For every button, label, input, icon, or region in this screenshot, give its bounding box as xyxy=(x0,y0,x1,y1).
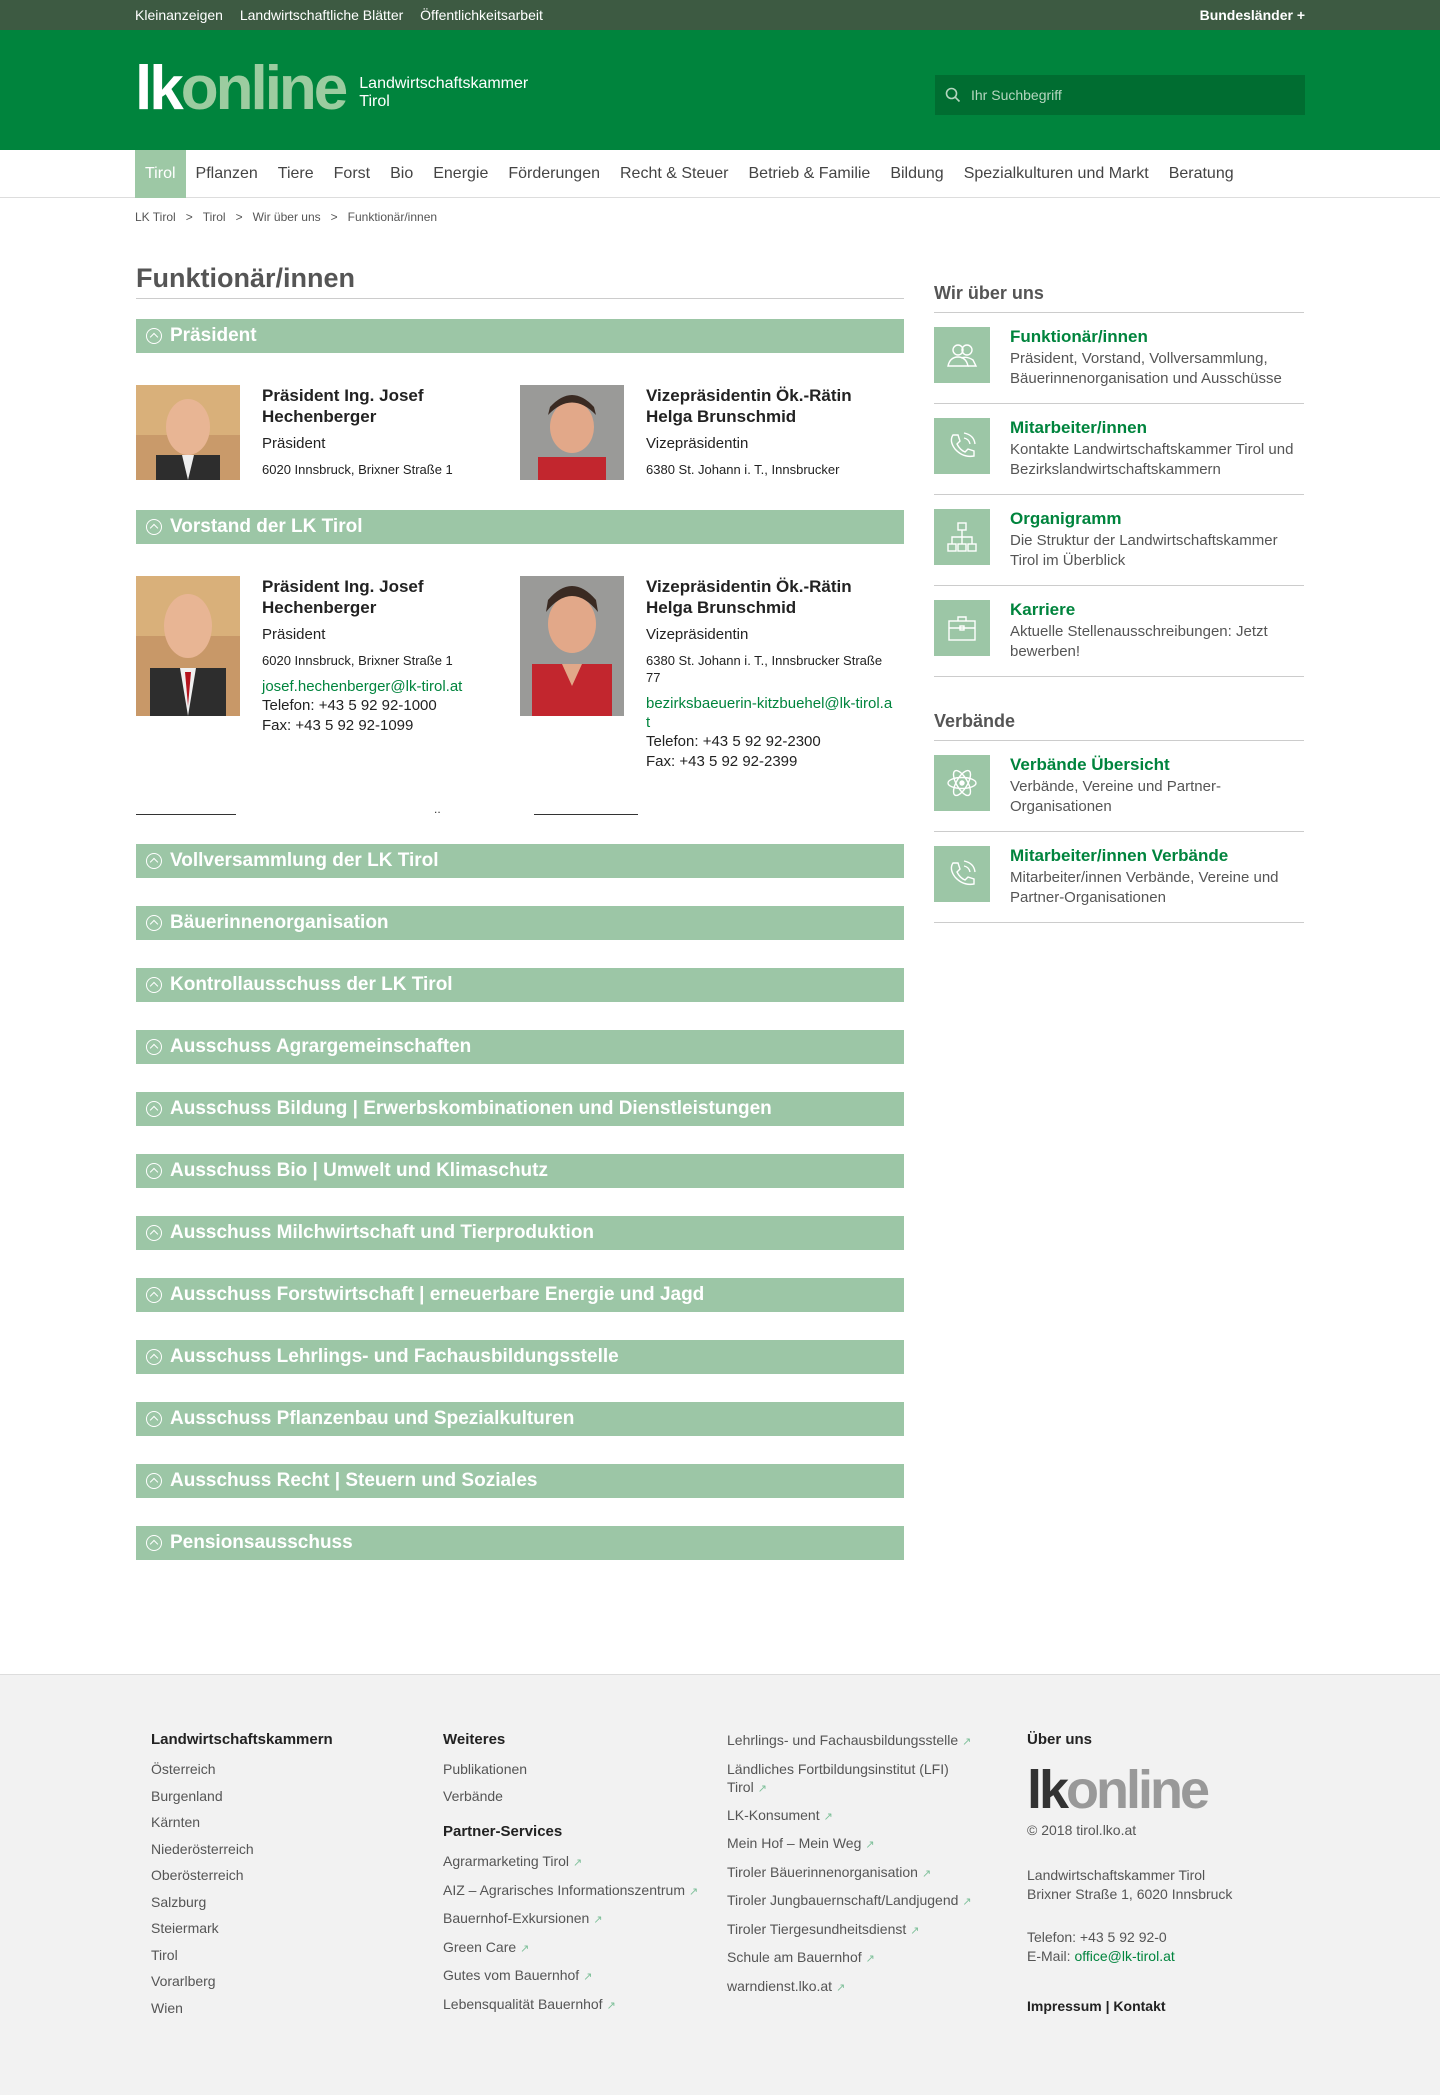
footer-link-label: Lebensqualität Bauernhof xyxy=(443,1995,603,2012)
nav-item-forst[interactable]: Forst xyxy=(333,165,371,182)
footer-link-publikationen[interactable] xyxy=(443,1756,698,1783)
external-link-icon: ↗ xyxy=(823,1810,833,1823)
footer-link-label: Gutes vom Bauernhof xyxy=(443,1967,580,1983)
topbar-link-kleinanzeigen[interactable]: Kleinanzeigen xyxy=(135,7,223,23)
section-pensionsausschuss[interactable] xyxy=(136,1526,904,1560)
footer-link-label: Tirol xyxy=(151,1946,178,1963)
sidebar-item-karriere[interactable] xyxy=(934,586,1304,677)
chevron-up-circle-icon xyxy=(146,328,162,344)
topbar-link-blaetter[interactable]: Landwirtschaftliche Blätter xyxy=(239,7,404,23)
chevron-up-circle-icon xyxy=(146,915,162,931)
external-link-icon: ↗ xyxy=(583,1971,593,1983)
footer-link-label: Tiroler Tiergesundheitsdienst xyxy=(727,1920,907,1937)
breadcrumb-tirol[interactable]: Tirol xyxy=(202,210,226,224)
top-bar xyxy=(0,0,1440,30)
section-label: Vollversammlung der LK Tirol xyxy=(170,850,439,871)
footer-link-vorarlberg[interactable] xyxy=(151,1968,333,1995)
chevron-up-circle-icon xyxy=(146,1225,162,1241)
chevron-up-circle-icon xyxy=(146,1287,162,1303)
footer-link-label: Oberösterreich xyxy=(151,1867,244,1883)
footer-link-steiermark[interactable] xyxy=(151,1915,333,1942)
footer-link-label: Vorarlberg xyxy=(151,1973,216,1989)
section-praesident[interactable] xyxy=(136,319,904,353)
footer-link-tirol[interactable] xyxy=(151,1942,333,1969)
footer-legal-links xyxy=(1027,1998,1287,2014)
footer-link-label: Tiroler Jungbauernschaft/Landjugend xyxy=(727,1892,959,1908)
person-role: Präsident xyxy=(262,435,326,452)
section-ausschuss-recht-steuern-und-soziales[interactable] xyxy=(136,1464,904,1498)
external-link-icon: ↗ xyxy=(836,1981,846,1994)
portrait-photo-brunschmid xyxy=(520,385,624,480)
section-label: Ausschuss Recht | Steuern und Soziales xyxy=(170,1470,538,1491)
footer-link-tiroler-bäuerinnenorganisation[interactable] xyxy=(727,1859,987,1888)
nav-item-energie[interactable]: Energie xyxy=(433,165,489,182)
sidebar-item-heading[interactable]: Verbände Übersicht xyxy=(1010,755,1170,774)
footer-link-warndienst-lko-at[interactable] xyxy=(727,1973,987,2002)
sidebar-title-wir-ueber-uns: Wir über uns xyxy=(934,283,1304,313)
footer-link-label: Niederösterreich xyxy=(151,1840,254,1857)
footer-col-links xyxy=(727,1727,987,2001)
section-ausschuss-forstwirtschaft-erneuerbare-energie-und-jagd[interactable] xyxy=(136,1278,904,1312)
logo-online: online xyxy=(180,54,346,123)
portrait-photo-hechenberger xyxy=(136,576,240,716)
nav-item-recht-steuer[interactable]: Recht & Steuer xyxy=(620,165,729,182)
nav-item-spezialkulturen[interactable]: Spezialkulturen und Markt xyxy=(963,165,1149,182)
section-ausschuss-bio-umwelt-und-klimaschutz[interactable] xyxy=(136,1154,904,1188)
person-card xyxy=(136,576,520,772)
footer-link-label: Mein Hof – Mein Weg xyxy=(727,1835,862,1851)
external-link-icon: ↗ xyxy=(921,1867,932,1880)
person-email-link[interactable]: bezirksbaeuerin-kitzbuehel@lk-tirol.at xyxy=(646,695,893,731)
portrait-photo-hechenberger xyxy=(136,385,240,480)
footer-email-link[interactable]: office@lk-tirol.at xyxy=(1074,1948,1175,1964)
footer-link-green-care[interactable] xyxy=(443,1934,698,1963)
person-name: Präsident Ing. Josef Hechenberger xyxy=(262,386,424,426)
person-fax: Fax: +43 5 92 92-2399 xyxy=(646,753,798,770)
person-card xyxy=(136,385,520,480)
section-kontrollausschuss-der-lk-tirol[interactable] xyxy=(136,968,904,1002)
footer-col-ueber-uns xyxy=(1027,1731,1287,2014)
footer-link-label: Green Care xyxy=(443,1938,517,1955)
sidebar-title-verbaende: Verbände xyxy=(934,711,1304,741)
footer-link-label: Publikationen xyxy=(443,1761,528,1777)
footer-link-agrarmarketing-tirol[interactable] xyxy=(443,1848,698,1877)
nav-item-foerderungen[interactable]: Förderungen xyxy=(508,165,600,182)
footer-link-label: Lehrlings- und Fachausbildungsstelle xyxy=(727,1732,959,1748)
footer-col-landwirtschaftskammern xyxy=(151,1731,333,2021)
breadcrumb-wir-ueber-uns[interactable]: Wir über uns xyxy=(252,210,321,224)
search-input[interactable] xyxy=(971,87,1291,103)
footer-logo-online: online xyxy=(1066,1760,1208,1820)
people-icon xyxy=(934,327,990,383)
person-name: Präsident Ing. Josef Hechenberger xyxy=(262,577,424,617)
person-address: 6020 Innsbruck, Brixner Straße 1 xyxy=(262,653,453,668)
external-link-icon: ↗ xyxy=(757,1782,767,1795)
legal-separator: | xyxy=(1105,1998,1110,2014)
footer-link-label: warndienst.lko.at xyxy=(727,1977,833,1994)
external-link-icon: ↗ xyxy=(689,1885,699,1898)
site-header xyxy=(0,30,1440,150)
footer-link-burgenland[interactable] xyxy=(151,1783,333,1810)
footer-email-row xyxy=(1027,1947,1287,1966)
footer-link-label: LK-Konsument xyxy=(727,1806,820,1823)
footer-logo-lk: lk xyxy=(1027,1760,1067,1820)
footer-link-gutes-vom-bauernhof[interactable] xyxy=(443,1962,698,1991)
phone-icon xyxy=(934,418,990,474)
section-ausschuss-lehrlings-und-fachausbildungsstelle[interactable] xyxy=(136,1340,904,1374)
footer-link-label: Ländliches Fortbildungsinstitut (LFI) Tirol xyxy=(727,1760,949,1795)
person-address: 6020 Innsbruck, Brixner Straße 1 xyxy=(262,462,453,477)
topbar-link-oeffentlichkeitsarbeit[interactable]: Öffentlichkeitsarbeit xyxy=(420,7,543,23)
section-label: Pensionsausschuss xyxy=(170,1532,353,1553)
search-box[interactable] xyxy=(935,75,1305,115)
person-address: 6380 St. Johann i. T., Innsbrucker Straße 77 xyxy=(646,653,883,685)
impressum-link[interactable]: Impressum xyxy=(1027,1998,1102,2014)
external-link-icon: ↗ xyxy=(573,1857,583,1869)
separator-row xyxy=(136,772,904,844)
org-chart-icon xyxy=(934,509,990,565)
section-vorstand[interactable] xyxy=(136,510,904,544)
footer-heading: Über uns xyxy=(1027,1731,1093,1748)
section-label: Bäuerinnenorganisation xyxy=(170,912,389,933)
chevron-up-circle-icon xyxy=(146,1411,162,1427)
external-link-icon: ↗ xyxy=(865,1953,875,1965)
nav-item-bio[interactable]: Bio xyxy=(390,165,414,182)
chevron-up-circle-icon xyxy=(146,977,162,993)
breadcrumb-separator: > xyxy=(330,210,338,224)
footer-link-verbände[interactable] xyxy=(443,1783,698,1810)
site-logo[interactable] xyxy=(135,54,529,123)
copyright: © 2018 tirol.lko.at xyxy=(1027,1822,1137,1838)
logo-sub-line1: Landwirtschaftskammer xyxy=(359,75,529,92)
breadcrumb-separator: > xyxy=(185,210,193,224)
bundeslaender-toggle[interactable]: Bundesländer + xyxy=(1199,7,1305,23)
nav-item-tiere[interactable]: Tiere xyxy=(277,165,314,182)
sidebar-item-description: Verbände, Vereine und Partner-Organisationen xyxy=(1010,778,1221,815)
footer-link-tiroler-jungbauernschaft-landjugend[interactable] xyxy=(727,1887,987,1916)
footer-link-label: Wien xyxy=(151,1999,183,2016)
footer-link-label: Agrarmarketing Tirol xyxy=(443,1853,570,1869)
footer-link-lehrlings-und-fachausbildungsstelle[interactable] xyxy=(727,1727,987,1756)
chevron-up-circle-icon xyxy=(146,1473,162,1489)
person-email-link[interactable]: josef.hechenberger@lk-tirol.at xyxy=(262,678,463,695)
person-address: 6380 St. Johann i. T., Innsbrucker xyxy=(646,462,840,477)
sidebar-item-heading[interactable]: Karriere xyxy=(1010,600,1076,619)
nav-item-pflanzen[interactable]: Pflanzen xyxy=(195,165,258,182)
person-card xyxy=(520,385,904,480)
search-icon[interactable] xyxy=(945,87,961,103)
footer-link-salzburg[interactable] xyxy=(151,1889,333,1916)
footer-heading: Landwirtschaftskammern xyxy=(151,1731,333,1748)
person-list xyxy=(136,576,904,772)
footer-link-label: Österreich xyxy=(151,1761,216,1777)
person-role: Vizepräsidentin xyxy=(646,435,749,452)
person-fax: Fax: +43 5 92 92-1099 xyxy=(262,717,414,734)
footer-link-aiz-agrarisches-informationszentrum[interactable] xyxy=(443,1877,698,1906)
external-link-icon: ↗ xyxy=(865,1839,875,1851)
main-nav xyxy=(0,150,1440,198)
sidebar-item-description: Die Struktur der Landwirtschaftskammer Tirol im Überblick xyxy=(1010,532,1278,569)
external-link-icon: ↗ xyxy=(593,1914,603,1926)
footer-link-österreich[interactable] xyxy=(151,1756,333,1783)
external-link-icon: ↗ xyxy=(962,1896,972,1908)
footer-link-ländliches-fortbildungsinstitut-lfi-tirol[interactable] xyxy=(727,1760,987,1798)
atom-icon xyxy=(934,755,990,811)
person-role: Präsident xyxy=(262,626,326,643)
nav-item-beratung[interactable]: Beratung xyxy=(1168,165,1234,182)
footer-heading: Partner-Services xyxy=(443,1823,563,1840)
chevron-up-circle-icon xyxy=(146,519,162,535)
footer-org: Landwirtschaftskammer Tirol xyxy=(1027,1867,1206,1883)
sidebar-item-verbände-übersicht[interactable] xyxy=(934,741,1304,832)
footer-heading: Weiteres xyxy=(443,1731,506,1748)
section-ausschuss-bildung-erwerbskombinationen-und-dienstleistungen[interactable] xyxy=(136,1092,904,1126)
logo-lk: lk xyxy=(135,54,181,123)
sidebar-item-heading[interactable]: Organigramm xyxy=(1010,509,1122,528)
footer-link-label: Salzburg xyxy=(151,1893,207,1910)
divider xyxy=(136,814,236,815)
nav-item-betrieb-familie[interactable]: Betrieb & Familie xyxy=(748,165,871,182)
logo-sub-line2: Tirol xyxy=(359,93,390,110)
footer-link-label: Bauernhof-Exkursionen xyxy=(443,1910,590,1926)
sidebar-item-description: Kontakte Landwirtschaftskammer Tirol und Bezirkslandwirtschaftskammern xyxy=(1010,441,1294,478)
sidebar-item-description: Präsident, Vorstand, Vollversammlung, Bäuerinnenorganisation und Ausschüsse xyxy=(1010,350,1282,387)
section-label: Ausschuss Bio | Umwelt und Klimaschutz xyxy=(170,1160,548,1181)
footer-link-wien[interactable] xyxy=(151,1995,333,2022)
briefcase-icon xyxy=(934,600,990,656)
main-content xyxy=(136,263,904,1560)
nav-item-bildung[interactable]: Bildung xyxy=(890,165,944,182)
footer-link-label: Verbände xyxy=(443,1787,503,1804)
sidebar-item-organigramm[interactable] xyxy=(934,495,1304,586)
person-phone: Telefon: +43 5 92 92-2300 xyxy=(646,733,821,750)
dots-text: .. xyxy=(434,802,441,816)
footer-link-schule-am-bauernhof[interactable] xyxy=(727,1944,987,1973)
footer-link-label: Steiermark xyxy=(151,1920,219,1936)
section-label: Kontrollausschuss der LK Tirol xyxy=(170,974,453,995)
breadcrumb-separator: > xyxy=(235,210,243,224)
footer-link-label: Kärnten xyxy=(151,1814,201,1830)
section-ausschuss-pflanzenbau-und-spezialkulturen[interactable] xyxy=(136,1402,904,1436)
sidebar-item-description: Aktuelle Stellenausschreibungen: Jetzt bewerben! xyxy=(1010,623,1268,660)
chevron-up-circle-icon xyxy=(146,1535,162,1551)
footer-col-weiteres xyxy=(443,1731,698,2019)
person-card xyxy=(520,576,904,772)
section-label: Vorstand der LK Tirol xyxy=(170,516,363,537)
footer-link-tiroler-tiergesundheitsdienst[interactable] xyxy=(727,1916,987,1945)
phone-icon xyxy=(934,846,990,902)
breadcrumb-current: Funktionär/innen xyxy=(347,210,438,224)
footer-link-lk-konsument[interactable] xyxy=(727,1802,987,1831)
accordion-list xyxy=(136,844,904,1560)
section-ausschuss-milchwirtschaft-und-tierproduktion[interactable] xyxy=(136,1216,904,1250)
person-name: Vizepräsidentin Ök.-Rätin Helga Brunschmid xyxy=(646,577,852,617)
external-link-icon: ↗ xyxy=(910,1924,920,1937)
sidebar-item-heading[interactable]: Mitarbeiter/innen xyxy=(1010,418,1147,437)
breadcrumb xyxy=(135,210,1305,224)
footer-link-kärnten[interactable] xyxy=(151,1809,333,1836)
site-footer xyxy=(0,1674,1440,2095)
person-name: Vizepräsidentin Ök.-Rätin Helga Brunschmid xyxy=(646,386,852,426)
footer-link-oberösterreich[interactable] xyxy=(151,1862,333,1889)
chevron-up-circle-icon xyxy=(146,853,162,869)
chevron-up-circle-icon xyxy=(146,1349,162,1365)
external-link-icon: ↗ xyxy=(606,1999,616,2012)
chevron-up-circle-icon xyxy=(146,1039,162,1055)
person-role: Vizepräsidentin xyxy=(646,626,749,643)
sidebar-item-funktionär-innen[interactable] xyxy=(934,313,1304,404)
person-list xyxy=(136,385,904,480)
section-label: Ausschuss Forstwirtschaft | erneuerbare Energie und Jagd xyxy=(170,1284,705,1305)
section-ausschuss-agrargemeinschaften[interactable] xyxy=(136,1030,904,1064)
footer-link-label: AIZ – Agrarisches Informationszentrum xyxy=(443,1881,685,1898)
logo-subtitle xyxy=(359,75,528,115)
external-link-icon: ↗ xyxy=(520,1942,530,1955)
section-label: Ausschuss Milchwirtschaft und Tierproduktion xyxy=(170,1222,595,1243)
section-label: Ausschuss Bildung | Erwerbskombinationen und Dienstleistungen xyxy=(170,1098,772,1119)
footer-logo[interactable] xyxy=(1027,1760,1287,1820)
external-link-icon: ↗ xyxy=(962,1736,972,1748)
chevron-up-circle-icon xyxy=(146,1101,162,1117)
footer-link-label: Burgenland xyxy=(151,1787,223,1804)
portrait-photo-brunschmid xyxy=(520,576,624,716)
sidebar xyxy=(934,283,1304,923)
chevron-up-circle-icon xyxy=(146,1163,162,1179)
footer-phone: Telefon: +43 5 92 92-0 xyxy=(1027,1929,1167,1945)
nav-item-tirol[interactable]: Tirol xyxy=(135,150,186,198)
person-phone: Telefon: +43 5 92 92-1000 xyxy=(262,697,437,714)
section-bäuerinnenorganisation[interactable] xyxy=(136,906,904,940)
page-title: Funktionär/innen xyxy=(136,263,904,299)
sidebar-item-description: Mitarbeiter/innen Verbände, Vereine und Partner-Organisationen xyxy=(1010,869,1279,906)
kontakt-link[interactable]: Kontakt xyxy=(1113,1998,1166,2014)
section-label: Präsident xyxy=(170,325,257,346)
footer-email-label: E-Mail: xyxy=(1027,1948,1075,1964)
footer-link-niederösterreich[interactable] xyxy=(151,1836,333,1863)
section-label: Ausschuss Pflanzenbau und Spezialkulturen xyxy=(170,1408,575,1429)
sidebar-item-mitarbeiter-innen-verbände[interactable] xyxy=(934,832,1304,923)
sidebar-item-heading[interactable]: Mitarbeiter/innen Verbände xyxy=(1010,846,1229,865)
section-label: Ausschuss Agrargemeinschaften xyxy=(170,1036,472,1057)
divider xyxy=(534,814,638,815)
footer-address: Brixner Straße 1, 6020 Innsbruck xyxy=(1027,1886,1233,1902)
footer-link-mein-hof-mein-weg[interactable] xyxy=(727,1830,987,1859)
sidebar-item-heading[interactable]: Funktionär/innen xyxy=(1010,327,1148,346)
breadcrumb-lk-tirol[interactable]: LK Tirol xyxy=(135,210,176,224)
footer-link-label: Tiroler Bäuerinnenorganisation xyxy=(727,1863,918,1880)
sidebar-item-mitarbeiter-innen[interactable] xyxy=(934,404,1304,495)
section-label: Ausschuss Lehrlings- und Fachausbildungsstelle xyxy=(170,1346,619,1367)
section-vollversammlung-der-lk-tirol[interactable] xyxy=(136,844,904,878)
footer-link-lebensqualität-bauernhof[interactable] xyxy=(443,1991,698,2020)
footer-link-bauernhof-exkursionen[interactable] xyxy=(443,1905,698,1934)
footer-link-label: Schule am Bauernhof xyxy=(727,1949,862,1965)
